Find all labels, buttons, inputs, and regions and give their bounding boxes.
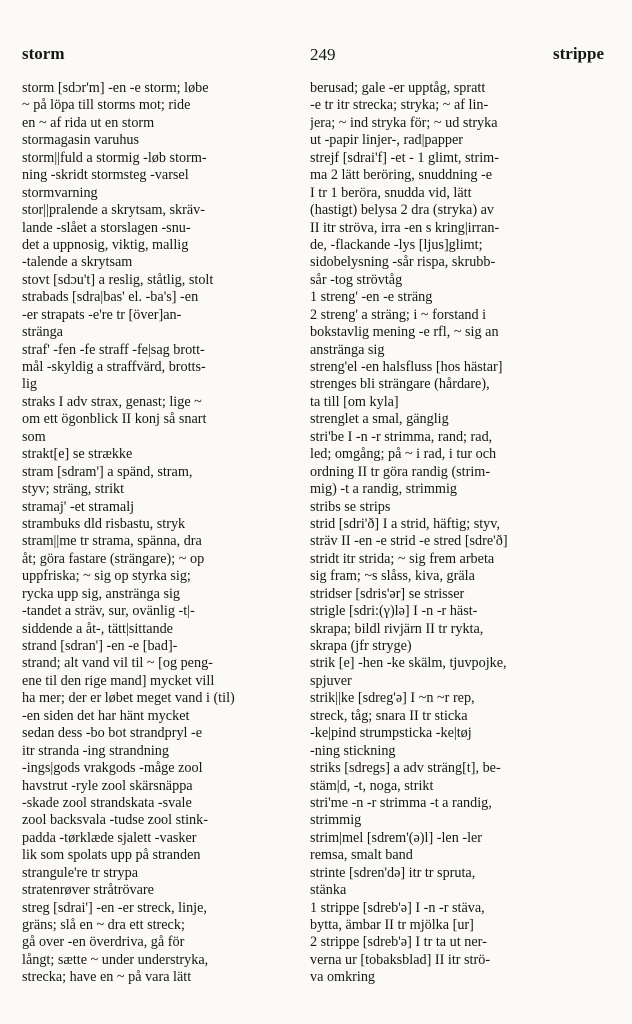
entry-line: stormagasin varuhus <box>22 132 140 149</box>
entry-line: anstränga sig <box>310 341 385 358</box>
entry-line: ~ på löpa till storms mot; ride <box>22 97 191 114</box>
entry-line: streck, tåg; snara II tr sticka <box>310 707 468 724</box>
entry-line: -tandet a sträv, sur, ovänlig -t|- <box>22 603 195 620</box>
entry-line: stri'be I -n -r strimma, rand; rad, <box>310 428 493 445</box>
entry-line: strejf [sdrai'f] -et - 1 glimt, strim- <box>310 149 499 166</box>
entry-line: strangule're tr strypa <box>22 864 139 881</box>
entry-line: havstrut -ryle zool skärsnäppa <box>22 777 193 794</box>
header-last-entry: strippe <box>553 44 604 63</box>
entry-line: sedan dess -bo bot strandpryl -e <box>22 725 203 742</box>
entry-line: ene til den rige mand] mycket vill <box>22 672 215 689</box>
entry-line: -e tr itr strecka; stryka; ~ af lin- <box>310 97 489 114</box>
entry-line: de, -flackande -lys [ljus]glimt; <box>310 236 483 253</box>
entry-line: bokstavlig mening -e rfl, ~ sig an <box>310 324 499 341</box>
entry-line: gräns; slå en ~ dra ett streck; <box>22 917 185 933</box>
entry-line: streg [sdrai'] -en -er streck, linje, <box>22 899 207 916</box>
entry-line: -en siden det har hänt mycket <box>22 707 190 724</box>
entry-line: lande -slået a storslagen -snu- <box>22 219 191 236</box>
right-column <box>310 80 608 987</box>
page-number: 249 <box>310 45 336 64</box>
entry-line: lik som spolats upp på stranden <box>22 847 201 864</box>
entry-line: itr stranda -ing strandning <box>22 742 169 759</box>
entry-line: det a uppnosig, viktig, mallig <box>22 236 189 253</box>
entry-line: ta till [om kyla] <box>310 393 399 410</box>
entry-line: 2 streng' a sträng; i ~ forstand i <box>310 306 487 323</box>
entry-line: stram||me tr strama, spänna, dra <box>22 533 202 550</box>
entry-line: stor||pralende a skrytsam, skräv- <box>22 202 205 219</box>
entry-line: sträv II -en -e strid -e stred [sdre'ð] <box>310 533 508 550</box>
entry-line: gå over -en överdriva, gå för <box>22 934 185 951</box>
entry-line: remsa, smalt band <box>310 847 413 864</box>
entry-line: strand [sdran'] -en -e [bad]- <box>22 638 178 654</box>
entry-line: zool backsvala -tudse zool stink- <box>22 812 208 829</box>
entry-line: mål -skyldig a straffvärd, brotts- <box>22 359 206 375</box>
entry-line: om ett ögonblick II konj så snart <box>22 411 207 428</box>
entry-line: -ning stickning <box>310 742 396 759</box>
entry-line: strakt[e] se strække <box>22 446 133 463</box>
entry-line: uppfriska; ~ sig op styrka sig; <box>22 568 191 585</box>
entry-line: -ke|pind strumpsticka -ke|tøj <box>310 725 472 742</box>
entry-line: rycka upp sig, anstränga sig <box>22 585 180 602</box>
entry-line: lig <box>22 376 37 393</box>
entry-line: va omkring <box>310 969 376 986</box>
entry-line: bytta, ämbar II tr mjölka [ur] <box>310 917 474 933</box>
entry-line: 1 strippe [sdreb'ə] I -n -r stäva, <box>310 899 485 916</box>
entry-line: långt; sætte ~ under understryka, <box>22 951 209 968</box>
entry-line: siddende a åt-, tätt|sittande <box>22 620 173 637</box>
entry-line: mig) -t a randig, strimmig <box>310 481 457 498</box>
entry-line: strambuks dld risbastu, stryk <box>22 515 186 532</box>
entry-line: strand; alt vand vil til ~ [og peng- <box>22 655 213 672</box>
entry-line: berusad; gale -er upptåg, spratt <box>310 80 486 96</box>
entry-line: strid [sdri'ð] I a strid, häftig; styv, <box>310 515 500 532</box>
entry-line: ma 2 lätt beröring, snuddning -e <box>310 167 493 184</box>
entry-line: strabads [sdra|bas' el. -ba's] -en <box>22 289 199 306</box>
entry-line: strecka; have en ~ på vara lätt <box>22 969 192 986</box>
entry-line: strik [e] -hen -ke skälm, tjuvpojke, <box>310 655 507 672</box>
entry-line: 2 strippe [sdreb'ə] I tr ta ut ner- <box>310 934 487 951</box>
entry-line: 1 streng' -en -e sträng <box>310 289 433 306</box>
entry-line: sig fram; ~s slåss, kiva, gräla <box>310 568 475 585</box>
entry-line: stramaj' -et stramalj <box>22 498 135 515</box>
left-column <box>22 80 304 987</box>
entry-line: verna ur [tobaksblad] II itr strö- <box>310 951 491 968</box>
entry-line: stri'me -n -r strimma -t a randig, <box>310 794 492 811</box>
entry-line: I tr 1 beröra, snudda vid, lätt <box>310 184 472 201</box>
entry-line: -talende a skrytsam <box>22 254 133 271</box>
entry-line: (hastigt) belysa 2 dra (stryka) av <box>310 202 494 219</box>
entry-line: jera; ~ ind stryka för; ~ ud stryka <box>310 114 498 131</box>
entry-line: en ~ af rida ut en storm <box>22 114 155 131</box>
entry-line: straks I adv strax, genast; lige ~ <box>22 393 202 410</box>
entry-line: som <box>22 428 46 445</box>
entry-line: åt; göra fastare (strängare); ~ op <box>22 550 205 567</box>
entry-line: straf' -fen -fe straff -fe|sag brott- <box>22 341 205 358</box>
entry-line: -er strapats -e're tr [över]an- <box>22 306 182 323</box>
entry-line: ut -papir linjer-, rad|papper <box>310 132 464 149</box>
entry-line: striks [sdregs] a adv sträng[t], be- <box>310 760 501 777</box>
entry-line: stormvarning <box>22 184 98 201</box>
entry-line: II itr ströva, irra -en s kring|irran- <box>310 219 500 236</box>
entry-line: sår -tog strövtåg <box>310 271 403 288</box>
entry-line: padda -tørklæde sjalett -vasker <box>22 829 197 846</box>
entry-line: stäm|d, -t, noga, strikt <box>310 777 434 794</box>
entry-line: -skade zool strandskata -svale <box>22 794 192 811</box>
entry-line: ning -skridt stormsteg -varsel <box>22 167 189 184</box>
entry-line: stränga <box>22 324 63 341</box>
entry-line: stram [sdram'] a spänd, stram, <box>22 463 193 480</box>
entry-line: spjuver <box>310 672 352 689</box>
entry-line: strimmig <box>310 812 362 829</box>
entry-line: strinte [sdren'də] itr tr spruta, <box>310 864 476 881</box>
entry-line: stovt [sdɔu't] a reslig, ståtlig, stolt <box>22 271 214 288</box>
entry-line: stratenrøver stråtrövare <box>22 882 154 899</box>
entry-line: storm [sdɔr'm] -en -e storm; løbe <box>22 80 209 96</box>
entry-line: led; omgång; på ~ i rad, i tur och <box>310 446 497 463</box>
entry-line: stänka <box>310 882 347 899</box>
entry-line: styv; sträng, strikt <box>22 481 125 498</box>
entry-line: -ings|gods vrakgods -måge zool <box>22 760 203 777</box>
entry-line: strim|mel [sdrem'(ə)l] -len -ler <box>310 829 483 846</box>
entry-line: ordning II tr göra randig (strim- <box>310 463 491 480</box>
entry-line: stribs se strips <box>310 498 391 515</box>
entry-line: skrapa (jfr stryge) <box>310 638 412 654</box>
header-first-entry: storm <box>22 44 65 63</box>
entry-line: ha mer; der er løbet meget vand i (til) <box>22 690 235 707</box>
entry-line: stridser [sdris'ər] se strisser <box>310 585 465 602</box>
entry-line: streng'el -en halsfluss [hos hästar] <box>310 359 503 375</box>
page-header <box>22 44 604 68</box>
entry-line: strik||ke [sdreg'ə] I ~n ~r rep, <box>310 690 475 707</box>
entry-line: strenges bli strängare (hårdare), <box>310 376 490 393</box>
entry-line: skrapa; bildl rivjärn II tr rykta, <box>310 620 484 637</box>
entry-line: sidobelysning -sår rispa, skrubb- <box>310 254 496 271</box>
entry-line: storm||fuld a stormig -løb storm- <box>22 149 207 166</box>
entry-line: strigle [sdri:(γ)lə] I -n -r häst- <box>310 603 478 620</box>
entry-line: stridt itr strida; ~ sig frem arbeta <box>310 550 495 567</box>
entry-line: strenglet a smal, gänglig <box>310 411 449 428</box>
